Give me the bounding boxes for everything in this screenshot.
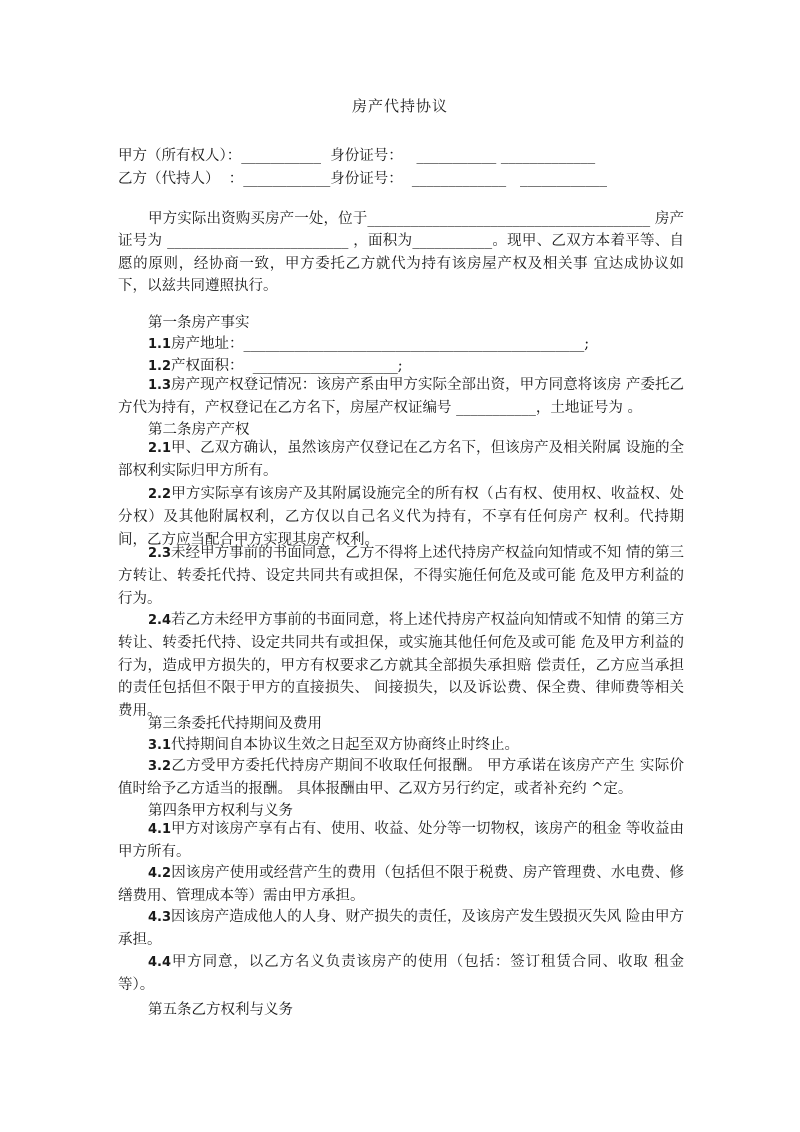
- clause-2-1: [118, 437, 684, 483]
- clause-number: 4.3: [148, 910, 172, 925]
- clause-text: 未经甲方事前的书面同意，乙方不得将上述代持房产权益向知情或不知 情的第三方转让、转委托代持、设定共同共有或担保，不得实施任何危及或可能 危及甲方利益的行为。: [118, 545, 684, 607]
- clause-number: 2.3: [148, 546, 172, 561]
- clause-text: 代持期间自本协议生效之日起至双方协商终止时终止。: [171, 737, 520, 753]
- clause-number: 4.2: [148, 866, 172, 881]
- clause-1-1: [148, 333, 589, 356]
- clause-2-4: [118, 609, 684, 722]
- clause-4-1: [118, 818, 684, 864]
- clause-4-3: [118, 906, 684, 952]
- clause-number: 2.4: [148, 613, 172, 628]
- clause-4-4: [118, 951, 684, 997]
- clause-text: 甲方对该房产享有占有、使用、收益、处分等一切物权，该房产的租金 等收益由甲方所有。: [118, 821, 684, 861]
- article-2-heading: 第二条房产产权: [148, 422, 250, 438]
- clause-1-3: [118, 374, 684, 420]
- clause-text: 若乙方未经甲方事前的书面同意，将上述代持房产权益向知情或不知情 的第三方转让、转委托代持、设定共同共有或担保，或实施其他任何危及或可能 危及甲方利益的行为，造成甲方损失的，甲方有权要求乙方就其全部损失承担赔 偿责任，乙方应当承担的责任包括但不限于甲方的直接损失、 间接损失，以及诉讼费、保全费、律师费等相关费用。: [118, 612, 684, 719]
- preamble-paragraph: 甲方实际出资购买房产一处，位于_______________________________________ 房产证号为 _________________________ ，面积为___________。现甲、乙双方本着平等、自愿的原则，经协商一致，甲方委托乙方就代为持有该房屋产权及相关事 宜达成协议如下，以兹共同遵照执行。: [118, 211, 684, 295]
- clause-4-2: [118, 862, 684, 908]
- document-title: 房产代持协议: [351, 97, 448, 115]
- article-3-heading: 第三条委托代持期间及费用: [148, 716, 322, 732]
- clause-2-2: [118, 483, 684, 551]
- clause-number: 3.1: [148, 738, 172, 753]
- party-a-line: 甲方（所有权人）：___________ 身份证号： ___________ _____________: [118, 148, 596, 164]
- article-1-heading: 第一条房产事实: [148, 315, 250, 331]
- article-4-heading: 第四条甲方权利与义务: [148, 803, 293, 819]
- clause-3-1: [148, 734, 519, 757]
- clause-number: 2.2: [148, 487, 172, 502]
- clause-text: 乙方受甲方委托代持房产期间不收取任何报酬。 甲方承诺在该房产产生 实际价值时给予乙方适当的报酬。 具体报酬由甲、乙双方另行约定，或者补充约 ^定。: [118, 758, 684, 798]
- party-b-line: 乙方（代持人） ：____________身份证号： _____________ ____________: [118, 171, 608, 187]
- clause-text: 甲方同意，以乙方名义负责该房产的使用（包括：签订租赁合同、收取 租金等）。: [118, 954, 684, 994]
- clause-text: 产权面积： ____________________;: [171, 358, 403, 374]
- clause-2-3: [118, 542, 684, 610]
- clause-number: 1.1: [148, 337, 172, 352]
- clause-text: 甲、乙双方确认，虽然该房产仅登记在乙方名下，但该房产及相关附属 设施的全部权利实际归甲方所有。: [118, 440, 684, 480]
- clause-text: 因该房产使用或经营产生的费用（包括但不限于税费、房产管理费、水电费、修缮费用、管理成本等）需由甲方承担。: [118, 865, 684, 905]
- clause-number: 4.1: [148, 822, 172, 837]
- clause-text: 甲方实际享有该房产及其附属设施完全的所有权（占有权、使用权、收益权、处分权）及其他附属权利，乙方仅以自己名义代为持有，不享有任何房产 权利。代持期间，乙方应当配合甲方实现其房产权利。: [118, 486, 684, 548]
- clause-text: 因该房产造成他人的人身、财产损失的责任，及该房产发生毁损灭失风 险由甲方承担。: [118, 909, 684, 949]
- clause-text: 房产现产权登记情况：该房产系由甲方实际全部出资，甲方同意将该房 产委托乙方代为持有，产权登记在乙方名下，房屋产权证编号 ___________，土地证号为 。: [118, 377, 684, 417]
- clause-number: 2.1: [148, 441, 172, 456]
- article-5-heading: 第五条乙方权利与义务: [148, 1002, 293, 1018]
- clause-number: 1.2: [148, 359, 172, 374]
- clause-text: 房产地址：_______________________________________________;: [171, 336, 590, 352]
- clause-3-2: [118, 755, 684, 801]
- clause-number: 4.4: [148, 955, 172, 970]
- clause-number: 1.3: [148, 378, 172, 393]
- clause-number: 3.2: [148, 759, 172, 774]
